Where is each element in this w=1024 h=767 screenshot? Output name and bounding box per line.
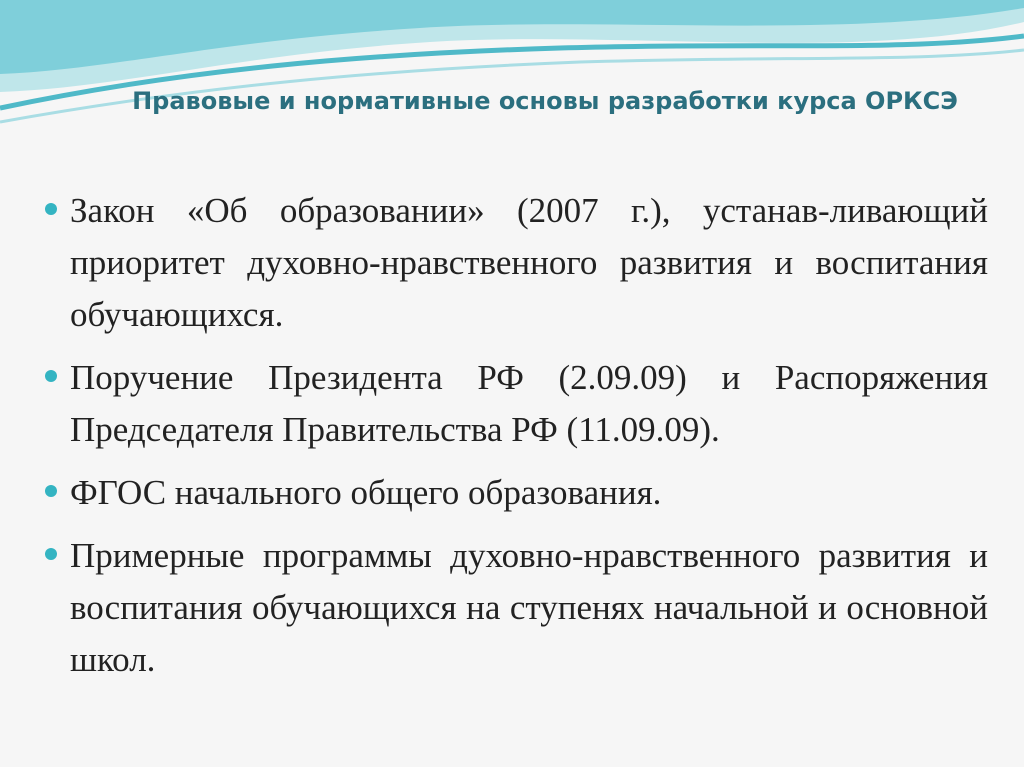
slide-title: Правовые и нормативные основы разработки курса ОРКСЭ [132,87,958,115]
bullet-item [40,352,988,456]
bullet-dot-icon [45,485,57,497]
bullet-text: ФГОС начального общего образования. [70,473,662,512]
bullet-text: Примерные программы духовно-нравственного развития и воспитания обучающихся на ступенях начальной и основной школ. [70,536,988,679]
bullet-item [40,185,988,341]
bullet-dot-icon [45,370,57,382]
bullet-item [40,530,988,686]
bullet-item [40,467,988,519]
bullet-text: Поручение Президента РФ (2.09.09) и Распоряжения Председателя Правительства РФ (11.09.09). [70,358,988,449]
bullet-list [40,185,988,697]
bullet-dot-icon [45,203,57,215]
bullet-text: Закон «Об образовании» (2007 г.), устанав-ливающий приоритет духовно-нравственного развития и воспитания обучающихся. [70,191,988,334]
bullet-dot-icon [45,548,57,560]
